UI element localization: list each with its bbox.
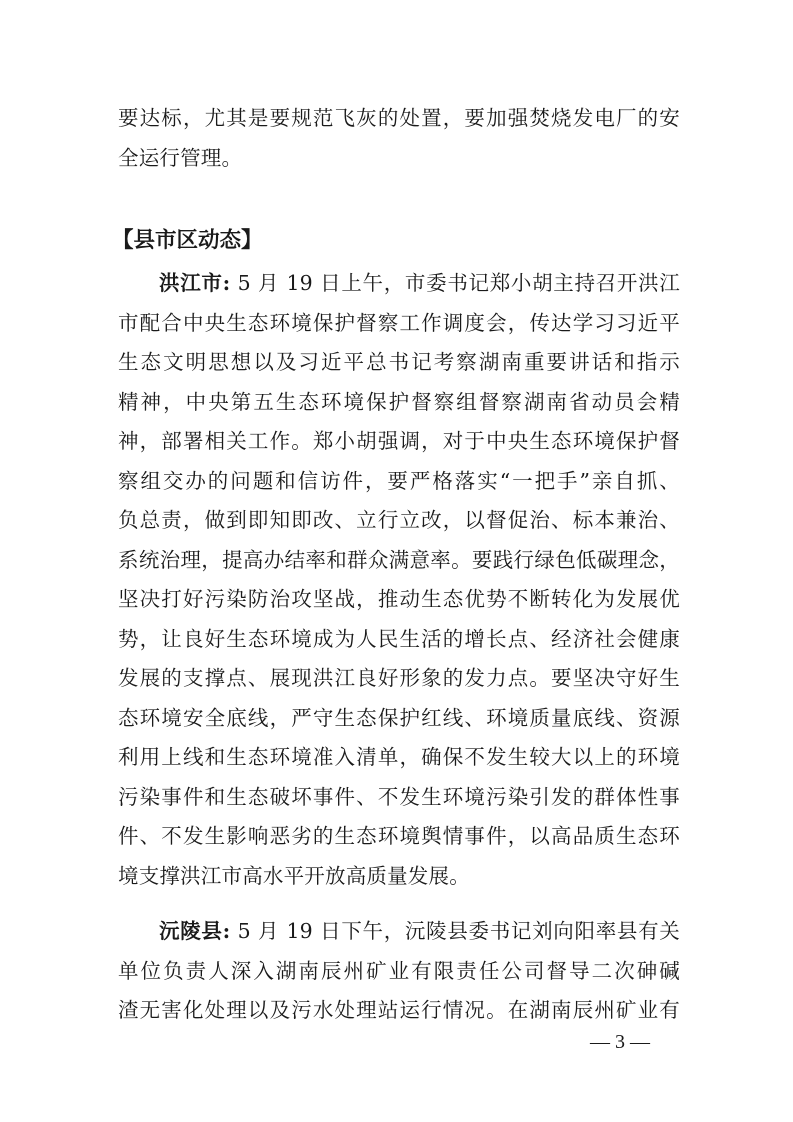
paragraph-line: 神，部署相关工作。郑小胡强调，对于中央生态环境保护督 [118, 429, 680, 453]
section-heading: 【县市区动态】 [112, 228, 263, 253]
paragraph-line: 生态文明思想以及习近平总书记考察湖南重要讲话和指示 [118, 350, 680, 374]
paragraph-line: 污染事件和生态破坏事件、不发生环境污染引发的群体性事 [118, 784, 680, 809]
paragraph-text: 5 月 19 日上午，市委书记郑小胡主持召开洪江 [230, 271, 680, 295]
paragraph-line: 态环境安全底线，严守生态保护红线、环境质量底线、资源 [118, 705, 680, 730]
paragraph-line: 全运行管理。 [118, 145, 243, 170]
paragraph-line: 精神，中央第五生态环境保护督察组督察湖南省动员会精 [118, 389, 680, 414]
paragraph-line: 发展的支撑点、展现洪江良好形象的发力点。要坚决守好生 [118, 666, 680, 690]
paragraph-line: 要达标，尤其是要规范飞灰的处置，要加强焚烧发电厂的安 [118, 106, 680, 130]
paragraph-line: 市配合中央生态环境保护督察工作调度会，传达学习习近平 [118, 310, 680, 335]
paragraph-line: 察组交办的问题和信访件，要严格落实“一把手”亲自抓、 [118, 468, 680, 493]
yuanling-paragraph [118, 912, 680, 1031]
region-label: 洪江市: [159, 271, 231, 295]
paragraph-line: 坚决打好污染防治攻坚战，推动生态优势不断转化为发展优 [118, 587, 680, 611]
paragraph-text: 5 月 19 日下午，沅陵县委书记刘向阳率县有关 [230, 919, 680, 943]
paragraph-line: 负总责，做到即知即改、立行立改，以督促治、标本兼治、 [118, 508, 680, 532]
paragraph-first-line [118, 912, 680, 952]
hongjiang-paragraph [118, 264, 680, 896]
paragraph-line: 件、不发生影响恶劣的生态环境舆情事件，以高品质生态环 [118, 824, 680, 848]
paragraph-line: 单位负责人深入湖南辰州矿业有限责任公司督导二次砷碱 [118, 958, 680, 983]
paragraph-line: 系统治理，提高办结率和群众满意率。要践行绿色低碳理念， [118, 547, 680, 572]
paragraph-first-line [118, 264, 680, 304]
page-number: — 3 — [590, 1031, 650, 1053]
region-label: 沅陵县: [159, 919, 231, 943]
paragraph-line: 势，让良好生态环境成为人民生活的增长点、经济社会健康 [118, 626, 680, 651]
continuation-paragraph [118, 99, 680, 178]
paragraph-line: 利用上线和生态环境准入清单，确保不发生较大以上的环境 [118, 745, 680, 769]
paragraph-line: 渣无害化处理以及污水处理站运行情况。在湖南辰州矿业有 [118, 998, 680, 1022]
paragraph-line: 境支撑洪江市高水平开放高质量发展。 [118, 863, 470, 888]
